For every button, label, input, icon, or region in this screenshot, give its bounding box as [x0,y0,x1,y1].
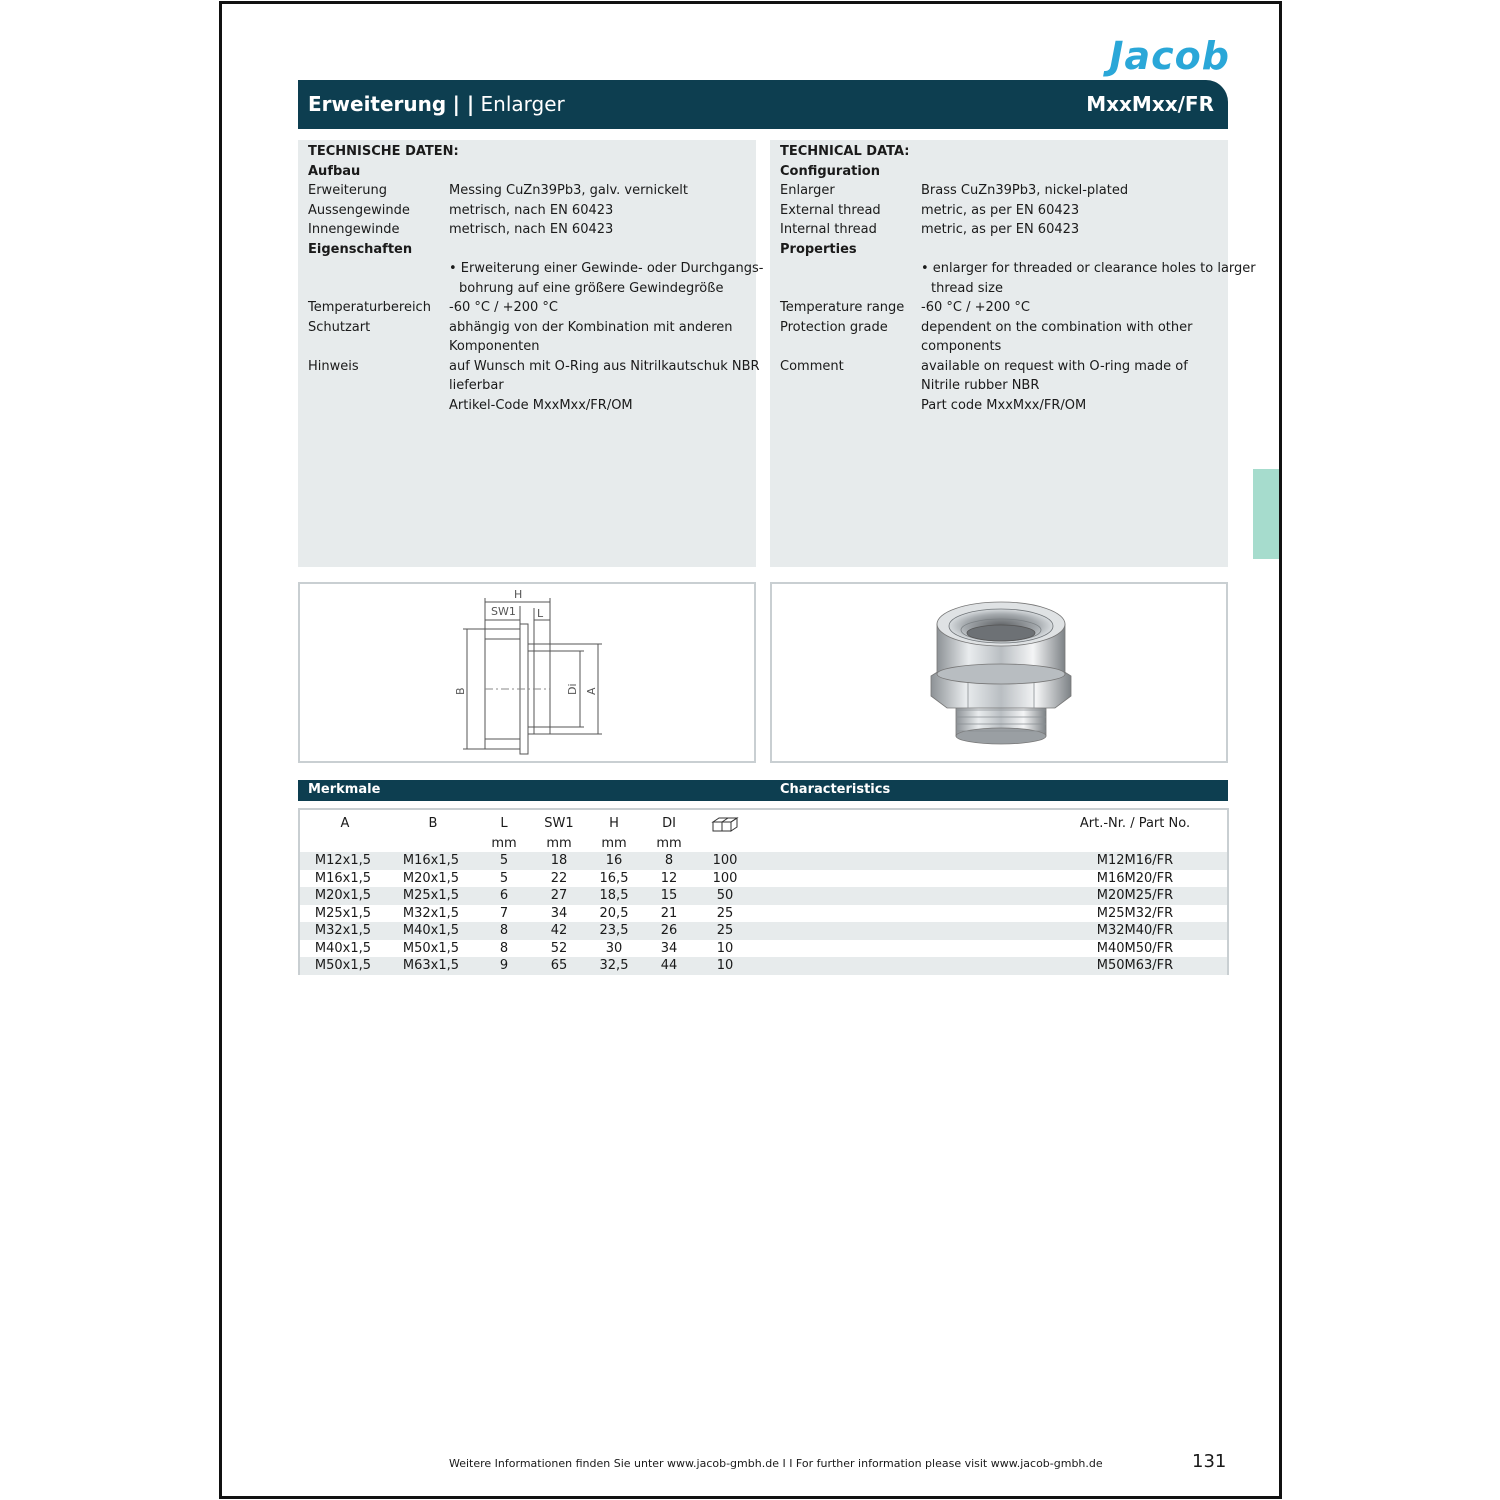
cell-b: M16x1,5 [402,853,460,868]
table-header-row [300,815,1227,833]
cell-part-no: M40M50/FR [1096,940,1174,956]
dim-label-sw1: SW1 [491,605,516,618]
footer-text: Weitere Informationen finden Sie unter www.jacob-gmbh.de I I For further information please visit www.jacob-gmbh.de [449,1457,1103,1470]
unit-l: mm [491,836,517,851]
jacob-logo: Jacob [1109,34,1230,78]
tech-label: Hinweis [308,358,359,374]
cell-part-no: M32M40/FR [1096,923,1174,938]
cell-h: 18,5 [599,888,629,903]
cell-di: 15 [660,888,678,903]
dim-label-a: A [585,687,598,695]
table-row [300,887,1227,905]
cell-sw1: 65 [550,958,568,973]
unit-sw1: mm [546,836,572,851]
tech-value: Nitrile rubber NBR [921,378,1040,393]
tech-row [780,337,1222,357]
tech-label: Erweiterung [308,183,387,198]
col-header-b: B [428,816,438,831]
cell-di: 21 [660,905,678,921]
tech-value: -60 °C / +200 °C [921,300,1031,315]
col-header-di: DI [662,816,676,831]
cell-di: 26 [660,923,678,938]
col-header-sw1: SW1 [544,816,574,831]
cell-h: 23,5 [599,923,629,938]
tech-heading: TECHNICAL DATA: [780,144,910,159]
unit-h: mm [601,836,627,851]
bullet-text: thread size [931,280,1003,296]
cell-a: M50x1,5 [314,958,372,973]
tech-row [780,201,1222,221]
section-properties: Properties [780,241,857,257]
tech-value: metrisch, nach EN 60423 [449,222,614,237]
cell-a: M16x1,5 [314,870,372,886]
cell-a: M40x1,5 [314,940,372,956]
cell-h: 30 [605,940,623,956]
cell-l: 7 [499,905,509,921]
bullet-text: • enlarger for threaded or clearance holes to larger [921,261,1256,276]
tech-label: Schutzart [308,319,371,335]
cell-b: M40x1,5 [402,923,460,938]
product-code: MxxMxx/FR [1086,92,1214,116]
tech-value: abhängig von der Kombination mit anderen [449,319,733,335]
tech-value: metrisch, nach EN 60423 [449,202,614,218]
cell-b: M32x1,5 [402,905,460,921]
tech-label: Comment [780,358,844,374]
cell-l: 6 [499,888,509,903]
cell-a: M25x1,5 [314,905,372,921]
dim-label-h: H [514,588,523,601]
col-header-a: A [340,816,350,831]
tech-row [780,376,1222,396]
cell-part-no: M20M25/FR [1096,888,1174,903]
tech-row [308,181,750,201]
title-en: Enlarger [480,92,565,116]
section-configuration: Configuration [780,163,880,179]
tech-heading: TECHNISCHE DATEN: [308,144,459,159]
cell-sw1: 52 [550,940,568,956]
col-header-h: H [609,816,619,831]
characteristics-title-en: Characteristics [780,782,891,797]
tech-value: Komponenten [449,339,540,354]
cell-part-no: M16M20/FR [1096,870,1174,886]
cell-pack: 100 [712,853,738,868]
cell-sw1: 34 [550,905,568,921]
table-row [300,940,1227,958]
tech-data-de [298,140,764,567]
cell-b: M63x1,5 [402,958,460,973]
tech-row [780,279,1222,299]
cell-pack: 25 [716,905,734,921]
tech-row [780,318,1222,338]
cell-di: 8 [664,853,674,868]
cell-h: 20,5 [599,905,629,921]
tech-label: Protection grade [780,319,888,335]
title-de: Erweiterung [308,92,447,116]
tech-row [308,376,750,396]
cell-a: M12x1,5 [314,853,372,868]
tech-data-en [770,140,1256,567]
tech-row [780,396,1222,416]
cell-sw1: 42 [550,923,568,938]
col-header-l: L [500,816,508,831]
characteristics-header [298,780,1228,801]
cell-pack: 50 [716,888,734,903]
cell-l: 5 [499,853,509,868]
cell-h: 16,5 [599,870,629,886]
tech-row [780,181,1222,201]
cell-b: M25x1,5 [402,888,460,903]
cell-b: M20x1,5 [402,870,460,886]
tech-value: components [921,339,1002,354]
cell-l: 9 [499,958,509,973]
dim-label-b: B [454,687,467,695]
tech-label: Enlarger [780,183,835,198]
tech-value: metric, as per EN 60423 [921,202,1080,218]
tech-value: dependent on the combination with other [921,319,1193,335]
tech-label: Temperaturbereich [308,300,431,315]
tech-label: Innengewinde [308,222,400,237]
tech-label: External thread [780,202,881,218]
cell-pack: 10 [716,940,734,956]
title-separator: | | [452,92,475,116]
tech-row [308,259,764,279]
tech-row [308,357,760,377]
characteristics-table [298,808,1229,975]
tech-value: Artikel-Code MxxMxx/FR/OM [449,397,633,413]
tech-row [308,396,750,416]
tech-row [780,259,1256,279]
tech-row [308,220,750,240]
tech-row [780,220,1222,240]
title-bar [298,80,1228,129]
chapter-tab [1253,469,1279,559]
tech-value: auf Wunsch mit O-Ring aus Nitrilkautschuk NBR [449,358,760,374]
cell-sw1: 18 [550,853,568,868]
bullet-text: • Erweiterung einer Gewinde- oder Durchgangs- [449,261,764,276]
cell-l: 8 [499,923,509,938]
page-title [308,92,565,116]
cell-l: 5 [499,870,509,886]
cell-pack: 100 [712,870,738,886]
cell-b: M50x1,5 [402,940,460,956]
cell-part-no: M25M32/FR [1096,905,1174,921]
table-row [300,870,1227,888]
cell-a: M32x1,5 [314,923,372,938]
dim-label-di: Di [566,683,579,695]
cell-l: 8 [499,940,509,956]
tech-row [308,279,750,299]
tech-value: metric, as per EN 60423 [921,222,1080,237]
cell-part-no: M50M63/FR [1096,958,1174,973]
tech-row [308,337,750,357]
product-photo [772,584,1226,761]
cell-h: 16 [605,853,623,868]
unit-di: mm [656,836,682,851]
product-photo-box [770,582,1228,763]
tech-value: available on request with O-ring made of [921,358,1188,374]
package-box-icon [710,815,740,833]
col-header-part-no: Art.-Nr. / Part No. [1079,816,1191,831]
tech-label: Temperature range [780,300,905,315]
tech-value: Brass CuZn39Pb3, nickel-plated [921,183,1129,198]
tech-row [780,357,1222,377]
tech-value: lieferbar [449,378,504,393]
cell-h: 32,5 [599,958,629,973]
tech-value: Messing CuZn39Pb3, galv. vernickelt [449,183,688,198]
cell-sw1: 27 [550,888,568,903]
tech-label: Internal thread [780,222,877,237]
section-properties: Eigenschaften [308,241,413,257]
bullet-text: bohrung auf eine größere Gewindegröße [459,280,724,296]
cell-di: 12 [660,870,678,886]
table-row [300,957,1227,975]
table-row [300,922,1227,940]
table-row [300,852,1227,870]
tech-label: Aussengewinde [308,202,410,218]
table-row [300,905,1227,923]
characteristics-title-de: Merkmale [308,782,381,797]
cell-pack: 25 [716,923,734,938]
tech-row [308,201,750,221]
dim-label-l: L [537,607,544,620]
tech-value: -60 °C / +200 °C [449,300,559,315]
table-units-row [300,835,1227,853]
technical-drawing [300,584,754,761]
section-configuration: Aufbau [308,163,361,179]
tech-value: Part code MxxMxx/FR/OM [921,397,1087,413]
cell-pack: 10 [716,958,734,973]
tech-row [308,298,750,318]
cell-di: 44 [660,958,678,973]
tech-row [308,318,750,338]
cell-di: 34 [660,940,678,956]
cell-sw1: 22 [550,870,568,886]
page-number: 131 [1192,1451,1227,1472]
technical-drawing-box [298,582,756,763]
cell-part-no: M12M16/FR [1096,853,1174,868]
tech-row [780,298,1222,318]
cell-a: M20x1,5 [314,888,372,903]
